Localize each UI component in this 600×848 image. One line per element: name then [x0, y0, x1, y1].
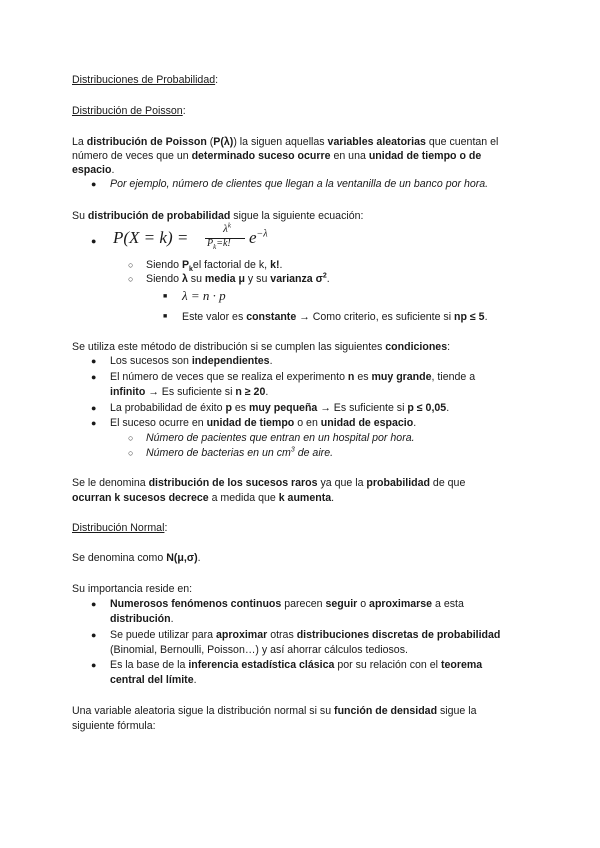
importance-inference-line-2: central del límite.: [110, 674, 197, 686]
condition-p-small: La probabilidad de éxito p es muy pequeña → Es suficiente si p ≤ 0,05.: [110, 402, 450, 414]
bullet-dot: ●: [91, 630, 97, 640]
bullet-circle: ○: [128, 448, 134, 458]
lambda-formula: λ = n · p: [182, 288, 226, 303]
condition-unit: El suceso ocurre en unidad de tiempo o en unidad de espacio.: [110, 417, 417, 429]
bullet-square: ■: [163, 293, 168, 300]
document-page: Distribuciones de Probabilidad: Distribución de Poisson: La distribución de Poisson (P(λ)) la siguen aquellas variables aleatorias que cuentan el número de veces que un determinado suceso ocurre en una unidad de tiempo o de espacio. ● Por ejemplo, número de clientes que llegan a la ventanilla de un banco por hora. Su distribución de probabilidad sigue la siguiente ecuación: ● P(X = k) = $\lambda^k$ $P_k=k$! $e^{-\lambda}$ ○ Siendo $P_kel$ factorial de k, k!. ○ Siendo λ su media μ y su varianza $\sigma^2$. ■ λ = n · p ■ Este valor es constante → Como criterio, es suficiente si np ≤ 5. Se utiliza este método de distribución si se cumplen las siguientes condiciones: ● Los sucesos son independientes. ● El número de veces que se realiza el experimento n es muy grande, tiende a infinito → Es suficiente si n ≥ 20. ● La probabilidad de éxito p es muy pequeña → Es suficiente si p ≤ 0,05. ● El suceso ocurre en unidad de tiempo o en unidad de espacio. ○ Número de pacientes que entran en un hospital por hora. ○ Número de bacterias en un $cm^3$ de aire. Se le denomina distribución de los sucesos raros ya que la probabilidad de que ocurran k sucesos decrece a medida que k aumenta. Distribución Normal: Se denomina como N(μ,σ). Su importancia reside en: ● Numerosos fenómenos continuos parecen seguir o aproximarse a esta distribución. ● Se puede utilizar para aproximar otras distribuciones discretas de probabilidad (Binomial, Bernoulli, Poisson…) y así ahorrar cálculos tediosos. ● Es la base de la inferencia estadística clásica por su relación con el teorema central del límite. Una variable aleatoria sigue la distribución normal si su función de densidad sigue la siguiente fórmula:: [72, 74, 501, 732]
bullet-circle: ○: [128, 274, 134, 284]
normal-importance: Su importancia reside en:: [72, 583, 193, 595]
importance-approximation-line-1: Se puede utilizar para aproximar otras distribuciones discretas de probabilidad: [110, 629, 501, 641]
normal-denomination: Se denomina como N(μ,σ).: [72, 552, 201, 564]
importance-phenomena-line-1: Numerosos fenómenos continuos parecen seguir o aproximarse a esta: [110, 598, 464, 610]
density-line-1: Una variable aleatoria sigue la distribución normal si su función de densidad sigue la: [72, 705, 477, 717]
rare-events-line-1: Se le denomina distribución de los sucesos raros ya que la probabilidad de que: [72, 477, 466, 489]
importance-phenomena-line-2: distribución.: [110, 613, 174, 625]
normal-heading: Distribución Normal:: [72, 522, 168, 534]
bullet-dot: ●: [91, 179, 97, 189]
rare-events-line-2: ocurran k sucesos decrece a medida que k aumenta.: [72, 492, 335, 504]
formula-denominator: $P_k=k$!: [207, 238, 231, 251]
condition-n-large-line-2: infinito → Es suficiente si n ≥ 20.: [110, 386, 269, 398]
bullet-dot: ●: [91, 372, 97, 382]
formula-numerator: $\lambda^k$: [223, 221, 231, 235]
condition-n-large-line-1: El número de veces que se realiza el experimento n es muy grande, tiende a: [110, 371, 476, 383]
bullet-dot: ●: [91, 599, 97, 609]
bullet-dot: ●: [91, 418, 97, 428]
poisson-example: Por ejemplo, número de clientes que llegan a la ventanilla de un banco por hora.: [110, 178, 489, 190]
importance-inference-line-1: Es la base de la inferencia estadística clásica por su relación con el teorema: [110, 659, 483, 671]
bullet-dot: ●: [91, 356, 97, 366]
document-title: Distribuciones de Probabilidad:: [72, 74, 219, 86]
conditions-intro: Se utiliza este método de distribución si se cumplen las siguientes condiciones:: [72, 341, 451, 353]
condition-independent: Los sucesos son independientes.: [110, 355, 273, 367]
poisson-intro-line-3: espacio.: [72, 164, 115, 176]
example-bacteria: Número de bacterias en un $cm^3$ de aire.: [146, 446, 334, 459]
bullet-circle: ○: [128, 433, 134, 443]
poisson-heading: Distribución de Poisson:: [72, 105, 186, 117]
density-line-2: siguiente fórmula:: [72, 720, 156, 732]
mean-variance-note: Siendo λ su media μ y su varianza $\sigma^2$.: [146, 272, 330, 285]
factorial-note: Siendo $P_kel$ factorial de k, k!.: [146, 259, 283, 274]
importance-approximation-line-2: (Binomial, Bernoulli, Poisson…) y así ahorrar cálculos tediosos.: [110, 644, 408, 656]
constant-note: Este valor es constante → Como criterio, es suficiente si np ≤ 5.: [182, 311, 488, 323]
bullet-dot: ●: [91, 236, 97, 246]
formula-exponential: $e^{-\lambda}$: [249, 228, 268, 247]
poisson-distribution-sentence: Su distribución de probabilidad sigue la siguiente ecuación:: [72, 210, 364, 222]
bullet-dot: ●: [91, 660, 97, 670]
example-patients: Número de pacientes que entran en un hospital por hora.: [146, 432, 415, 444]
bullet-dot: ●: [91, 403, 97, 413]
poisson-intro-line-1: La distribución de Poisson (P(λ)) la siguen aquellas variables aleatorias que cuentan el: [72, 136, 499, 148]
bullet-square: ■: [163, 313, 168, 320]
bullet-circle: ○: [128, 260, 134, 270]
poisson-intro-line-2: número de veces que un determinado suceso ocurre en una unidad de tiempo o de: [72, 150, 482, 162]
